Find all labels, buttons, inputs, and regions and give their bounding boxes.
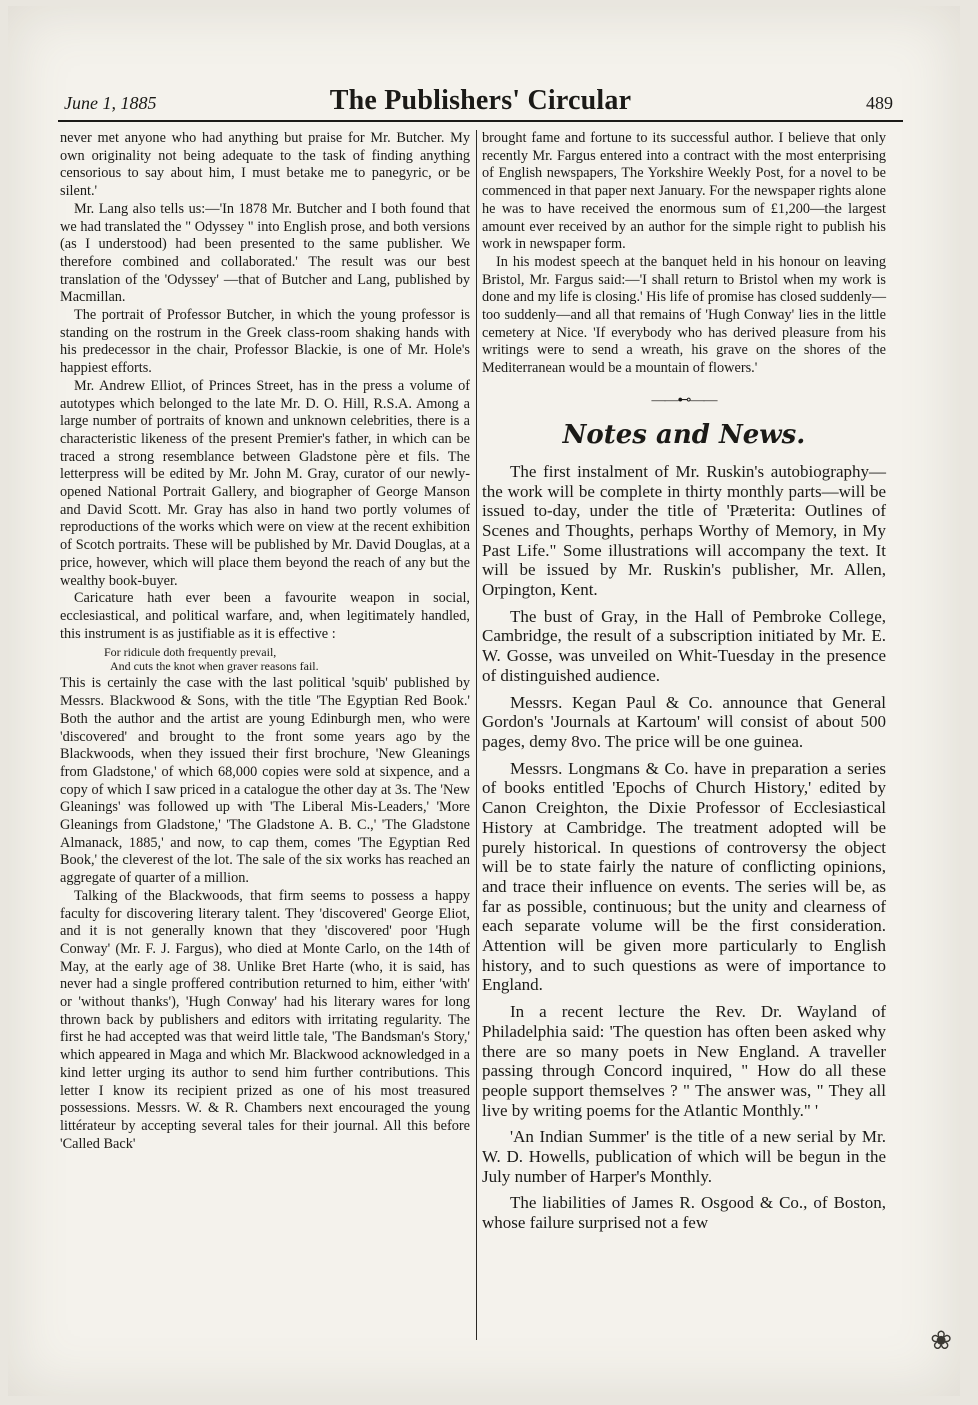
verse-line: And cuts the knot when graver reasons fail. [110,659,319,674]
page-header [58,82,903,122]
news-section [482,462,886,1233]
news-item: In a recent lecture the Rev. Dr. Wayland of Philadelphia said: 'The question has often been asked why there are so many poets in New England. A traveller passing through Concord inquired, " How do all these people support themselves ? " The answer was, " They all live by writing poems for the Atlantic Monthly." ' [482,1002,886,1120]
news-item: The bust of Gray, in the Hall of Pembroke College, Cambridge, the result of a subscription initiated by Mr. E. W. Gosse, was unveiled on Whit-Tuesday in the presence of distinguished audience. [482,606,886,685]
verse-line: For ridicule doth frequently prevail, [104,645,277,660]
article-paragraph: brought fame and fortune to its successful author. I believe that only recently Mr. Fargus entered into a contract with the most enterprising of English newspapers, The Yorkshire Weekly Post, for a novel to be commenced in that paper next January. For the newspaper rights alone he was to have received the enormous sum of £1,200—the largest amount ever received by an author for the simple right to publish his work in newspaper form. [482,130,886,253]
article-paragraph: Caricature hath ever been a favourite weapon in social, ecclesiastical, and political warfare, and, when legitimately handled, this instrument is as justifiable as it is effective : [60,590,470,642]
news-item: Messrs. Kegan Paul & Co. announce that General Gordon's 'Journals at Kartoum' will consist of about 500 pages, demy 8vo. The price will be one guinea. [482,692,886,751]
news-item: The liabilities of James R. Osgood & Co., of Boston, whose failure surprised not a few [482,1193,886,1233]
article-paragraph: Mr. Andrew Elliot, of Princes Street, has in the press a volume of autotypes which belonged to the late Mr. D. O. Hill, R.S.A. Among a large number of portraits of known and unknown celebrities, there is a characteristic likeness of the present Premier's father, in which can be traced a strong resemblance between Gladstone père et fils. The letterpress will be edited by Mr. John M. Gray, curator of our newly-opened National Portrait Gallery, and biographer of George Manson and David Scott. Mr. Gray has also in hand two portly volumes of reproductions of the works which were on view at the recent exhibition of Scotch portraits. These will be published by Mr. David Douglas, at a price, however, which will place them beyond the reach of any but the wealthy book-buyer. [60,377,470,589]
newspaper-page [8,6,960,1396]
news-item: The first instalment of Mr. Ruskin's autobiography—the work will be complete in thirty monthly parts—will be issued to-day, under the title of 'Præterita: Outlines of Scenes and Thoughts, perhaps Worthy of Memory, in My Past Life." Some illustrations will accompany the text. It will be issued by Mr. Ruskin's publisher, Mr. Allen, Orpington, Kent. [482,461,886,600]
publication-title: The Publishers' Circular [329,85,632,116]
article-paragraph: never met anyone who had anything but praise for Mr. Butcher. My own originality not being adequate to the task of finding anything censorious to say about him, I must betake me to panegyric, or be silent.' [60,130,470,200]
right-column [482,130,886,1233]
article-paragraph: The portrait of Professor Butcher, in which the young professor is standing on the rostrum in the Greek class-room shaking hands with his predecessor in the chair, Professor Blackie, is one of Mr. Hole's happiest efforts. [60,307,470,377]
section-ornament: ——⊷—— [651,392,717,408]
news-item: 'An Indian Summer' is the title of a new serial by Mr. W. D. Howells, publication of which will be begun in the July number of Harper's Monthly. [482,1127,886,1186]
article-paragraph: In his modest speech at the banquet held in his honour on leaving Bristol, Mr. Fargus said:—'I shall return to Bristol when my work is done and my life is closing.' His life of promise has closed suddenly—too suddenly—and all that remains of 'Hugh Conway' lies in the little cemetery at Nice. 'If everybody who has derived pleasure from his writings were to send a wreath, his grave on the shores of the Mediterranean would be a mountain of flowers.' [482,253,887,377]
section-heading: Notes and News. [562,419,806,450]
binding-ornament-icon: ❀ [930,1326,952,1355]
issue-date: June 1, 1885 [64,93,157,113]
page-number: 489 [866,93,893,113]
news-item: Messrs. Longmans & Co. have in preparation a series of books entitled 'Epochs of Church History,' edited by Canon Creighton, the Dixie Professor of Ecclesiastical History at Cambridge. The treatment adopted will be purely historical. In questions of controversy the object will be to state fairly the nature of conflicting opinions, and trace their influence on events. The series will be, as far as possible, continuous; but the unity and clearness of each separate volume will be the first consideration. Attention will be given more particularly to English history, and to such questions as were of importance to England. [482,758,886,995]
left-column [60,130,470,1153]
article-paragraph: Talking of the Blackwoods, that firm seems to possess a happy faculty for discovering literary talent. They 'discovered' George Eliot, and it is not generally known that they 'discovered' poor 'Hugh Conway' (Mr. F. J. Fargus), who died at Monte Carlo, on the 14th of May, at the early age of 38. Unlike Bret Harte (who, it is said, has never had a single proffered contribution returned to him, either 'with' or 'without thanks'), 'Hugh Conway' had his literary wares for long thrown back by publishers and editors with irritating regularity. The first he had accepted was that weird little tale, 'The Bandsman's Story,' which appeared in Maga and which Mr. Blackwood acknowledged in a kind letter urging its author to send him further contributions. This letter I know its recipient prized as one of his most treasured possessions. Messrs. W. & R. Chambers next encouraged the young littérateur by accepting several tales for their journal. All this before 'Called Back' [60,887,470,1152]
verse-quote [60,645,470,673]
article-paragraph: This is certainly the case with the last political 'squib' published by Messrs. Blackwood & Sons, with the title 'The Egyptian Red Book.' Both the author and the artist are young Edinburgh men, who were 'discovered' and brought to the front some years ago by the Blackwoods, when they issued their first brochure, 'New Gleanings from Gladstone,' of which 68,000 copies were sold at sixpence, and a copy of which I saw priced in a catalogue the other day at 3s. The 'New Gleanings' was followed up with 'The Liberal Mis-Leaders,' 'More Gleanings from Gladstone,' 'The Gladstone A. B. C.,' 'The Gladstone Almanack, 1885,' and now, to cap them, comes 'The Egyptian Red Book,' the cleverest of the lot. The sale of the six works has reached an aggregate of quarter of a million. [60,675,470,887]
article-paragraph: Mr. Lang also tells us:—'In 1878 Mr. Butcher and I both found that we had translated the " Odyssey " into English prose, and both versions (as I understood) had been presented to the same publisher. We therefore combined and collaborated.' The result was our best translation of the 'Odyssey' —that of Butcher and Lang, published by Macmillan. [60,200,470,306]
column-divider [476,130,477,1340]
